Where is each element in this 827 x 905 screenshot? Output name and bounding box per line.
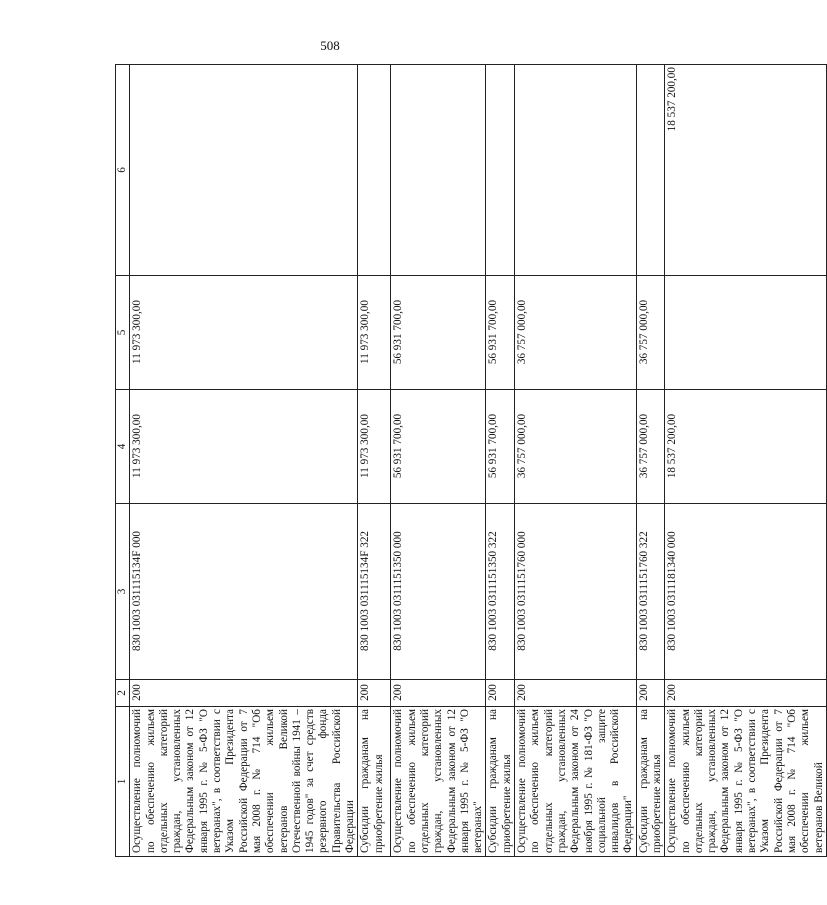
table-row: [665, 65, 827, 857]
column-header-3: 3: [116, 504, 130, 680]
row-code-3: 830 1003 0311151760 322: [636, 504, 665, 680]
row-amount-5: 36 757 000,00: [636, 276, 665, 390]
row-code-3: 830 1003 0311151760 000: [515, 504, 637, 680]
row-description: Субсидии гражданам на приобретение жилья: [636, 707, 665, 857]
column-header-6: 6: [116, 65, 130, 276]
table-row: [515, 65, 637, 857]
row-code-3: 830 1003 0311151350 322: [486, 504, 515, 680]
row-amount-5: 11 973 300,00: [358, 276, 391, 390]
row-code-2: 200: [636, 680, 665, 707]
row-code-2: 200: [515, 680, 637, 707]
row-description: Осуществление полномочий по обеспечению жильем отдельных категорий граждан, установленных Федеральным законом от 12 января 1995 г. № 5-ФЗ "О ветеранах", в соответствии с Указом Президента Российской Федерации от 7 мая 2008 г. № 714 "Об обеспечении жильем ветеранов Великой: [665, 707, 827, 857]
row-amount-6: [636, 65, 665, 276]
row-code-2: 200: [358, 680, 391, 707]
row-amount-5: 11 973 300,00: [130, 276, 358, 390]
row-amount-4: 56 931 700,00: [486, 390, 515, 504]
row-amount-4: 18 537 200,00: [665, 390, 827, 504]
table-row: [391, 65, 486, 857]
row-amount-5: 56 931 700,00: [391, 276, 486, 390]
row-code-2: 200: [130, 680, 358, 707]
row-code-3: 830 1003 0311181340 000: [665, 504, 827, 680]
budget-table: [115, 64, 827, 857]
row-amount-5: [665, 276, 827, 390]
rotated-table-container: [115, 65, 825, 857]
column-header-4: 4: [116, 390, 130, 504]
row-code-2: 200: [391, 680, 486, 707]
table-row: [636, 65, 665, 857]
column-header-5: 5: [116, 276, 130, 390]
column-header-1: 1: [116, 707, 130, 857]
row-description: Осуществление полномочий по обеспечению жильем отдельных категорий граждан, установленных Федеральным законом от 24 ноября 1995 г. № 181-ФЗ "О социальной защите инвалидов в Российской Федерации": [515, 707, 637, 857]
row-description: Субсидии гражданам на приобретение жилья: [486, 707, 515, 857]
row-description: Субсидии гражданам на приобретение жилья: [358, 707, 391, 857]
table-row: [130, 65, 358, 857]
row-code-3: 830 1003 031115134F 322: [358, 504, 391, 680]
row-description: Осуществление полномочий по обеспечению жильем отдельных категорий граждан, установленных Федеральным законом от 12 января 1995 г. № 5-ФЗ "О ветеранах", в соответствии с Указом Президента Российской Федерации от 7 мая 2008 г. № 714 "Об обеспечении жильем ветеранов Великой Отечественной войны 1941 – 1945 годов" за счет средств резервного фонда Правительства Российской Федерации: [130, 707, 358, 857]
column-number-row: [116, 65, 130, 857]
row-code-3: 830 1003 031115134F 000: [130, 504, 358, 680]
row-amount-4: 11 973 300,00: [358, 390, 391, 504]
row-amount-6: [486, 65, 515, 276]
row-description: Осуществление полномочий по обеспечению жильем отдельных категорий граждан, установленных Федеральным законом от 12 января 1995 г. № 5-ФЗ "О ветеранах": [391, 707, 486, 857]
row-amount-6: 18 537 200,00: [665, 65, 827, 276]
row-amount-5: 36 757 000,00: [515, 276, 637, 390]
row-amount-6: [515, 65, 637, 276]
row-amount-5: 56 931 700,00: [486, 276, 515, 390]
row-amount-6: [391, 65, 486, 276]
row-code-2: 200: [486, 680, 515, 707]
row-code-2: 200: [665, 680, 827, 707]
row-amount-4: 36 757 000,00: [515, 390, 637, 504]
table-row: [486, 65, 515, 857]
row-code-3: 830 1003 0311151350 000: [391, 504, 486, 680]
column-header-2: 2: [116, 680, 130, 707]
row-amount-4: 36 757 000,00: [636, 390, 665, 504]
page-number: 508: [320, 38, 340, 53]
row-amount-6: [130, 65, 358, 276]
row-amount-4: 56 931 700,00: [391, 390, 486, 504]
row-amount-6: [358, 65, 391, 276]
row-amount-4: 11 973 300,00: [130, 390, 358, 504]
table-row: [358, 65, 391, 857]
